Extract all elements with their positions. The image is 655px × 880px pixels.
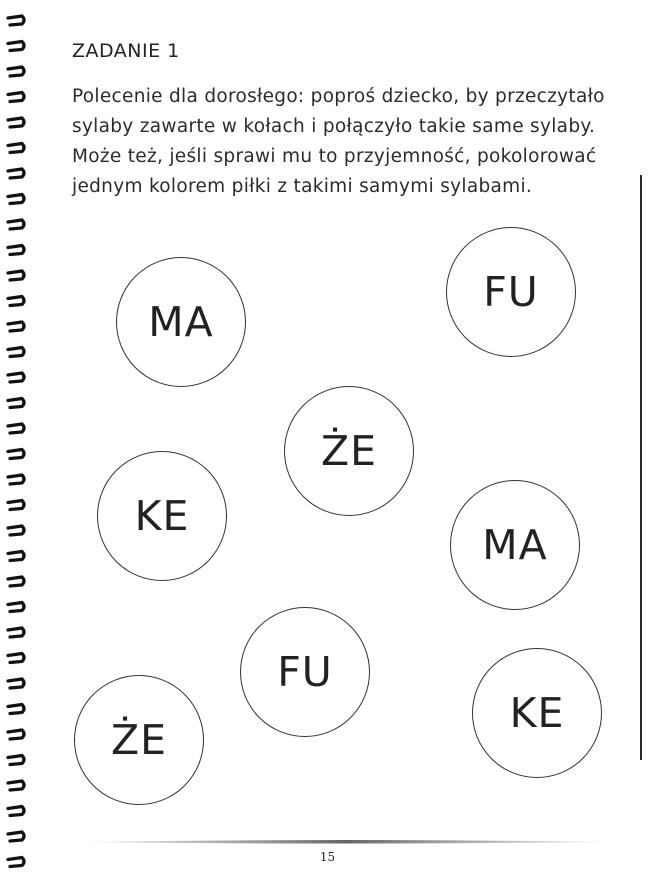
spiral-coil [8,679,24,688]
spiral-coil [8,348,24,357]
spiral-coil [8,628,24,637]
spiral-coil [8,475,24,484]
task-instruction: Polecenie dla dorosłego: poproś dziecko, by przeczytało sylaby zawarte w kołach i połączyło takie same sylaby. Może też, jeśli sprawi mu to przyjemność, pokolorować jednym kolorem piłki z takimi samymi sylabami. [72,86,605,197]
spiral-coil [8,526,24,535]
spiral-coil [8,501,24,510]
syllable-ball-ma-1[interactable]: MA [116,257,246,387]
spiral-coil [8,169,24,178]
spiral-coil [8,832,24,841]
spiral-coil [8,118,24,127]
syllable-ball-ze-1[interactable]: ŻE [284,386,414,516]
spiral-coil [8,246,24,255]
syllable-ball-ze-2[interactable]: ŻE [74,675,204,805]
spiral-coil [8,450,24,459]
footer-divider [80,838,610,846]
spiral-coil [8,297,24,306]
spiral-coil [8,730,24,739]
spiral-coil [8,807,24,816]
spiral-coil [8,93,24,102]
spiral-coil [8,705,24,714]
spiral-coil [8,552,24,561]
spiral-coil [8,654,24,663]
task-title: ZADANIE 1 [72,40,180,62]
spiral-coil [8,373,24,382]
syllable-ball-ke-2[interactable]: KE [472,648,602,778]
spiral-coil [8,399,24,408]
spiral-coil [8,271,24,280]
page-number: 15 [319,850,336,864]
page-edge-line [640,175,642,760]
spiral-coil [8,42,24,51]
spiral-coil [8,603,24,612]
syllable-ball-ke-1[interactable]: KE [97,451,227,581]
spiral-coil [8,756,24,765]
syllable-ball-fu-2[interactable]: FU [240,607,370,737]
syllable-ball-ma-2[interactable]: MA [450,480,580,610]
spiral-coil [8,144,24,153]
spiral-coil [8,195,24,204]
spiral-binding [4,10,30,870]
spiral-coil [8,16,24,25]
syllable-ball-fu-1[interactable]: FU [446,227,576,357]
spiral-coil [8,220,24,229]
spiral-coil [8,577,24,586]
spiral-coil [8,67,24,76]
spiral-coil [8,424,24,433]
spiral-coil [8,781,24,790]
spiral-coil [8,322,24,331]
